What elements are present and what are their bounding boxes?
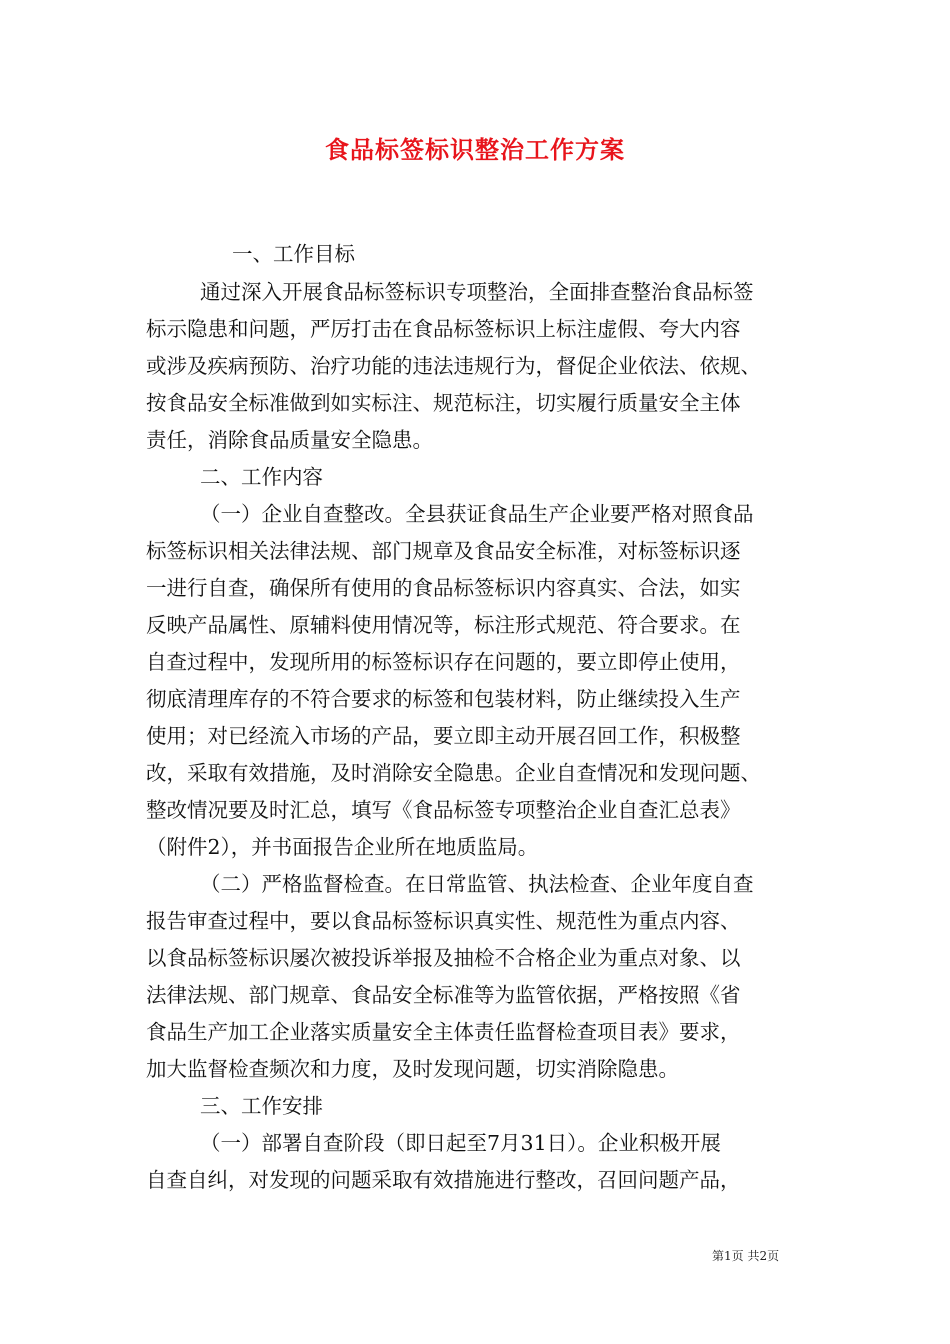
- paragraph-line: 彻底清理库存的不符合要求的标签和包装材料，防止继续投入生产: [146, 687, 741, 711]
- paragraph-line: 标示隐患和问题，严厉打击在食品标签标识上标注虚假、夸大内容: [146, 317, 741, 341]
- paragraph-line: 一进行自查，确保所有使用的食品标签标识内容真实、合法，如实: [146, 576, 741, 600]
- paragraph-line: 标签标识相关法律法规、部门规章及食品安全标准，对标签标识逐: [146, 539, 741, 563]
- paragraph-line: 加大监督检查频次和力度，及时发现问题，切实消除隐患。: [146, 1057, 679, 1081]
- paragraph-line: 自查自纠，对发现的问题采取有效措施进行整改，召回问题产品，: [146, 1168, 741, 1192]
- paragraph-line: 按食品安全标准做到如实标注、规范标注，切实履行质量安全主体: [146, 391, 741, 415]
- paragraph-line: 报告审查过程中，要以食品标签标识真实性、规范性为重点内容、: [146, 909, 741, 933]
- paragraph-line: 使用；对已经流入市场的产品，要立即主动开展召回工作，积极整: [146, 724, 741, 748]
- paragraph-line: 责任，消除食品质量安全隐患。: [146, 428, 433, 452]
- paragraph-line: 食品生产加工企业落实质量安全主体责任监督检查项目表》要求，: [146, 1020, 741, 1044]
- heading-work-content: 二、工作内容: [200, 465, 323, 489]
- page-number-footer: 第1页 共2页: [712, 1249, 780, 1263]
- paragraph-line: （一）企业自查整改。全县获证食品生产企业要严格对照食品: [200, 502, 754, 526]
- paragraph-line: （一）部署自查阶段（即日起至7月31日）。企业积极开展: [200, 1131, 721, 1155]
- paragraph-line: 自查过程中，发现所用的标签标识存在问题的，要立即停止使用，: [146, 650, 741, 674]
- paragraph-line: （附件2），并书面报告企业所在地质监局。: [146, 835, 539, 859]
- paragraph-line: （二）严格监督检查。在日常监管、执法检查、企业年度自查: [200, 872, 754, 896]
- paragraph-line: 整改情况要及时汇总，填写《食品标签专项整治企业自查汇总表》: [146, 798, 741, 822]
- document-title: 食品标签标识整治工作方案: [325, 135, 625, 164]
- heading-work-arrangement: 三、工作安排: [200, 1094, 323, 1118]
- paragraph-line: 法律法规、部门规章、食品安全标准等为监管依据，严格按照《省: [146, 983, 741, 1007]
- paragraph-line: 通过深入开展食品标签标识专项整治，全面排查整治食品标签: [200, 280, 754, 304]
- paragraph-line: 改，采取有效措施，及时消除安全隐患。企业自查情况和发现问题、: [146, 761, 761, 785]
- paragraph-line: 以食品标签标识屡次被投诉举报及抽检不合格企业为重点对象、以: [146, 946, 741, 970]
- paragraph-line: 反映产品属性、原辅料使用情况等，标注形式规范、符合要求。在: [146, 613, 741, 637]
- heading-work-goal: 一、工作目标: [232, 242, 355, 266]
- paragraph-line: 或涉及疾病预防、治疗功能的违法违规行为，督促企业依法、依规、: [146, 354, 761, 378]
